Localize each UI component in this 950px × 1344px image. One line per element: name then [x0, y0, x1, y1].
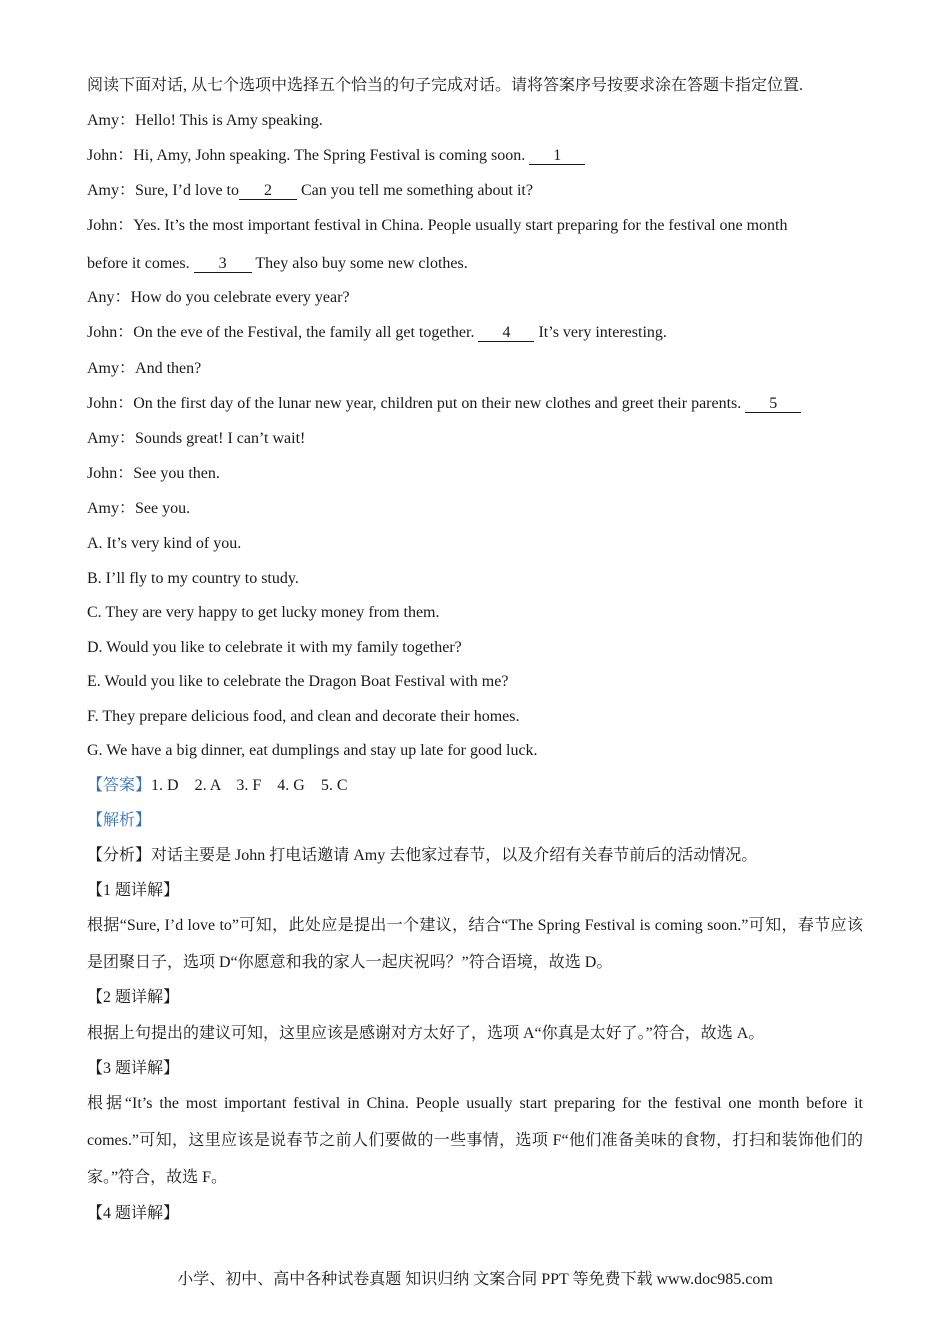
- utterance: Sure, I’d love to: [135, 182, 239, 199]
- speaker: John：: [87, 147, 134, 164]
- speaker: Amy：: [87, 360, 136, 377]
- speaker: Any：: [87, 289, 131, 306]
- dialogue-line: [87, 288, 863, 308]
- q3-explanation: 根据“It’s the most important festival in China. People usually start preparing for the festival one month before it comes.”可知，这里应该是说春节之前人们要做的一些事情，选项 F“他们准备美味的食物，打扫和装饰他们的家。”符合，故选 F。: [87, 1095, 863, 1186]
- utterance: before it comes.: [87, 255, 194, 272]
- utterance: Hello! This is Amy speaking.: [135, 112, 323, 129]
- dialogue-line: [87, 254, 863, 274]
- utterance: And then?: [135, 360, 202, 377]
- utterance: Yes. It’s the most important festival in China. People usually start preparing for the festival one month: [133, 217, 788, 234]
- dialogue-line: [87, 323, 863, 343]
- answer-text: 1. D 2. A 3. F 4. G 5. C: [151, 777, 348, 794]
- utterance: See you then.: [133, 465, 220, 482]
- option-b: B. I’ll fly to my country to study.: [87, 570, 299, 587]
- utterance: Hi, Amy, John speaking. The Spring Festival is coming soon.: [133, 147, 530, 164]
- q3-heading: 【3 题详解】: [87, 1060, 180, 1077]
- dialogue-line: [87, 464, 863, 484]
- utterance-rest: Can you tell me something about it?: [297, 182, 533, 199]
- dialogue-line: [87, 394, 863, 414]
- analysis-label: 【解析】: [87, 812, 152, 829]
- utterance: See you.: [135, 500, 191, 517]
- summary-label: 【分析】: [87, 847, 152, 864]
- blank-5: 5: [745, 395, 801, 413]
- utterance-rest: It’s very interesting.: [534, 324, 667, 341]
- option-f: F. They prepare delicious food, and clean and decorate their homes.: [87, 708, 520, 725]
- speaker: Amy：: [87, 430, 136, 447]
- dialogue-line: [87, 111, 863, 131]
- utterance: How do you celebrate every year?: [130, 289, 350, 306]
- q2-explanation: 根据上句提出的建议可知，这里应该是感谢对方太好了，选项 A“你真是太好了。”符合，故选 A。: [87, 1025, 765, 1042]
- speaker: Amy：: [87, 182, 136, 199]
- dialogue-line: [87, 499, 863, 519]
- blank-1: 1: [529, 147, 585, 165]
- speaker: John：: [87, 324, 134, 341]
- utterance: Sounds great! I can’t wait!: [135, 430, 306, 447]
- blank-4: 4: [478, 324, 534, 342]
- option-c: C. They are very happy to get lucky money from them.: [87, 604, 440, 621]
- q4-heading: 【4 题详解】: [87, 1205, 180, 1222]
- blank-3: 3: [194, 255, 252, 273]
- summary-text: 对话主要是 John 打电话邀请 Amy 去他家过春节，以及介绍有关春节前后的活动情况。: [151, 847, 758, 864]
- utterance: On the eve of the Festival, the family all get together.: [133, 324, 479, 341]
- utterance-rest: They also buy some new clothes.: [251, 255, 468, 272]
- page-footer: 小学、初中、高中各种试卷真题 知识归纳 文案合同 PPT 等免费下载 www.doc985.com: [177, 1271, 773, 1288]
- dialogue-line: [87, 146, 863, 166]
- option-a: A. It’s very kind of you.: [87, 535, 242, 552]
- q2-heading: 【2 题详解】: [87, 989, 180, 1006]
- q1-heading: 【1 题详解】: [87, 882, 180, 899]
- option-g: G. We have a big dinner, eat dumplings and stay up late for good luck.: [87, 742, 538, 759]
- option-e: E. Would you like to celebrate the Dragon Boat Festival with me?: [87, 673, 509, 690]
- speaker: John：: [87, 217, 134, 234]
- speaker: John：: [87, 465, 134, 482]
- blank-2: 2: [239, 182, 297, 200]
- dialogue-line: [87, 359, 863, 379]
- option-d: D. Would you like to celebrate it with my family together?: [87, 639, 462, 656]
- answer-line: [87, 776, 863, 796]
- q1-explanation: 根据“Sure, I’d love to”可知，此处应是提出一个建议，结合“The Spring Festival is coming soon.”可知，春节应该是团聚日子，选项 D“你愿意和我的家人一起庆祝吗？”符合语境，故选 D。: [87, 917, 863, 971]
- speaker: Amy：: [87, 500, 136, 517]
- speaker: Amy：: [87, 112, 136, 129]
- analysis-summary: [87, 846, 863, 866]
- dialogue-line: [87, 216, 863, 236]
- speaker: John：: [87, 395, 134, 412]
- answer-label: 【答案】: [87, 777, 152, 794]
- instruction: 阅读下面对话, 从七个选项中选择五个恰当的句子完成对话。请将答案序号按要求涂在答题卡指定位置.: [87, 77, 804, 94]
- dialogue-line: [87, 181, 863, 201]
- dialogue-line: [87, 429, 863, 449]
- utterance: On the first day of the lunar new year, children put on their new clothes and greet their parents.: [133, 395, 746, 412]
